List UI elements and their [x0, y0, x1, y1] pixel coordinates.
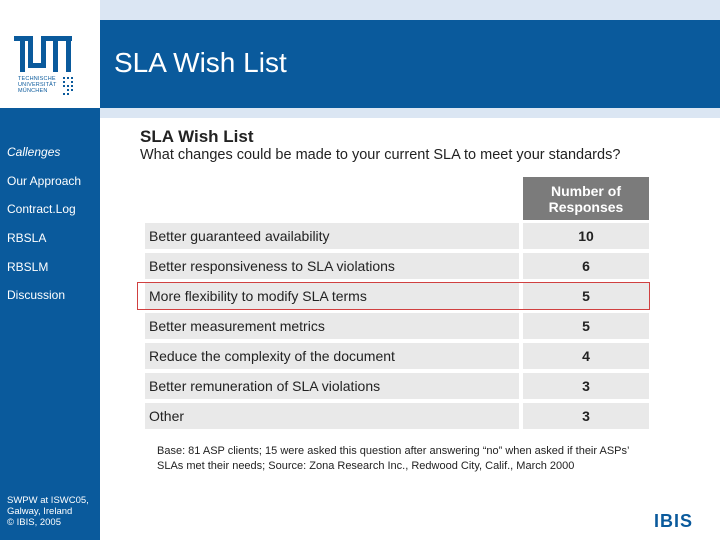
table-row	[145, 313, 649, 339]
column-header-line: Number of	[550, 182, 621, 199]
table-row	[145, 253, 649, 279]
column-header-line: Responses	[548, 198, 624, 215]
logo-university-name	[18, 76, 57, 94]
row-label: Better guaranteed availability	[145, 223, 519, 249]
table-row	[145, 343, 649, 369]
logo-name-line: UNIVERSITÄT	[18, 82, 57, 88]
responses-column-header	[523, 177, 649, 220]
row-label: Reduce the complexity of the document	[145, 343, 519, 369]
nav-item-rbsla[interactable]: RBSLA	[7, 231, 47, 245]
ibis-logo-icon	[654, 511, 706, 529]
row-value: 10	[523, 223, 649, 249]
logo-name-line: TECHNISCHE	[18, 76, 56, 82]
row-value: 3	[523, 403, 649, 429]
nav-item-rbslm[interactable]: RBSLM	[7, 260, 49, 274]
slide-subtitle: What changes could be made to your current SLA to meet your standards?	[140, 147, 621, 163]
row-label: Better responsiveness to SLA violations	[145, 253, 519, 279]
slide-title: SLA Wish List	[140, 127, 254, 146]
source-note	[157, 444, 687, 474]
row-value: 3	[523, 373, 649, 399]
footer-line: SWPW at ISWC05,	[7, 495, 89, 506]
table-row	[145, 223, 649, 249]
row-value: 6	[523, 253, 649, 279]
sidebar-footer	[7, 495, 89, 528]
note-line: SLAs met their needs; Source: Zona Research Inc., Redwood City, Calif., March 2000	[157, 460, 575, 472]
row-value: 5	[523, 283, 649, 309]
logo-area	[0, 0, 100, 108]
nav-item-callenges[interactable]: Callenges	[7, 145, 61, 159]
logo-name-line: MÜNCHEN	[18, 88, 48, 94]
table-row	[145, 403, 649, 429]
tum-logo-icon	[14, 36, 72, 72]
footer-line: Galway, Ireland	[7, 506, 73, 517]
row-label: More flexibility to modify SLA terms	[145, 283, 519, 309]
row-label: Other	[145, 403, 519, 429]
nav-item-contract-log[interactable]: Contract.Log	[7, 202, 76, 216]
nav-item-discussion[interactable]: Discussion	[7, 288, 66, 302]
footer-line: © IBIS, 2005	[7, 517, 62, 528]
nav-item-our-approach[interactable]: Our Approach	[7, 174, 82, 188]
row-highlight-box	[137, 282, 650, 310]
row-label: Better remuneration of SLA violations	[145, 373, 519, 399]
header-divider	[100, 108, 720, 118]
table-row	[145, 373, 649, 399]
row-label: Better measurement metrics	[145, 313, 519, 339]
page-title: SLA Wish List	[114, 47, 287, 78]
logo-dots-icon	[62, 76, 76, 96]
ibis-logo-text: IBIS	[654, 511, 694, 529]
row-value: 5	[523, 313, 649, 339]
header-top-band	[100, 0, 720, 20]
row-value: 4	[523, 343, 649, 369]
note-line: Base: 81 ASP clients; 15 were asked this question after answering “no” when asked if their ASPs’	[157, 445, 630, 457]
